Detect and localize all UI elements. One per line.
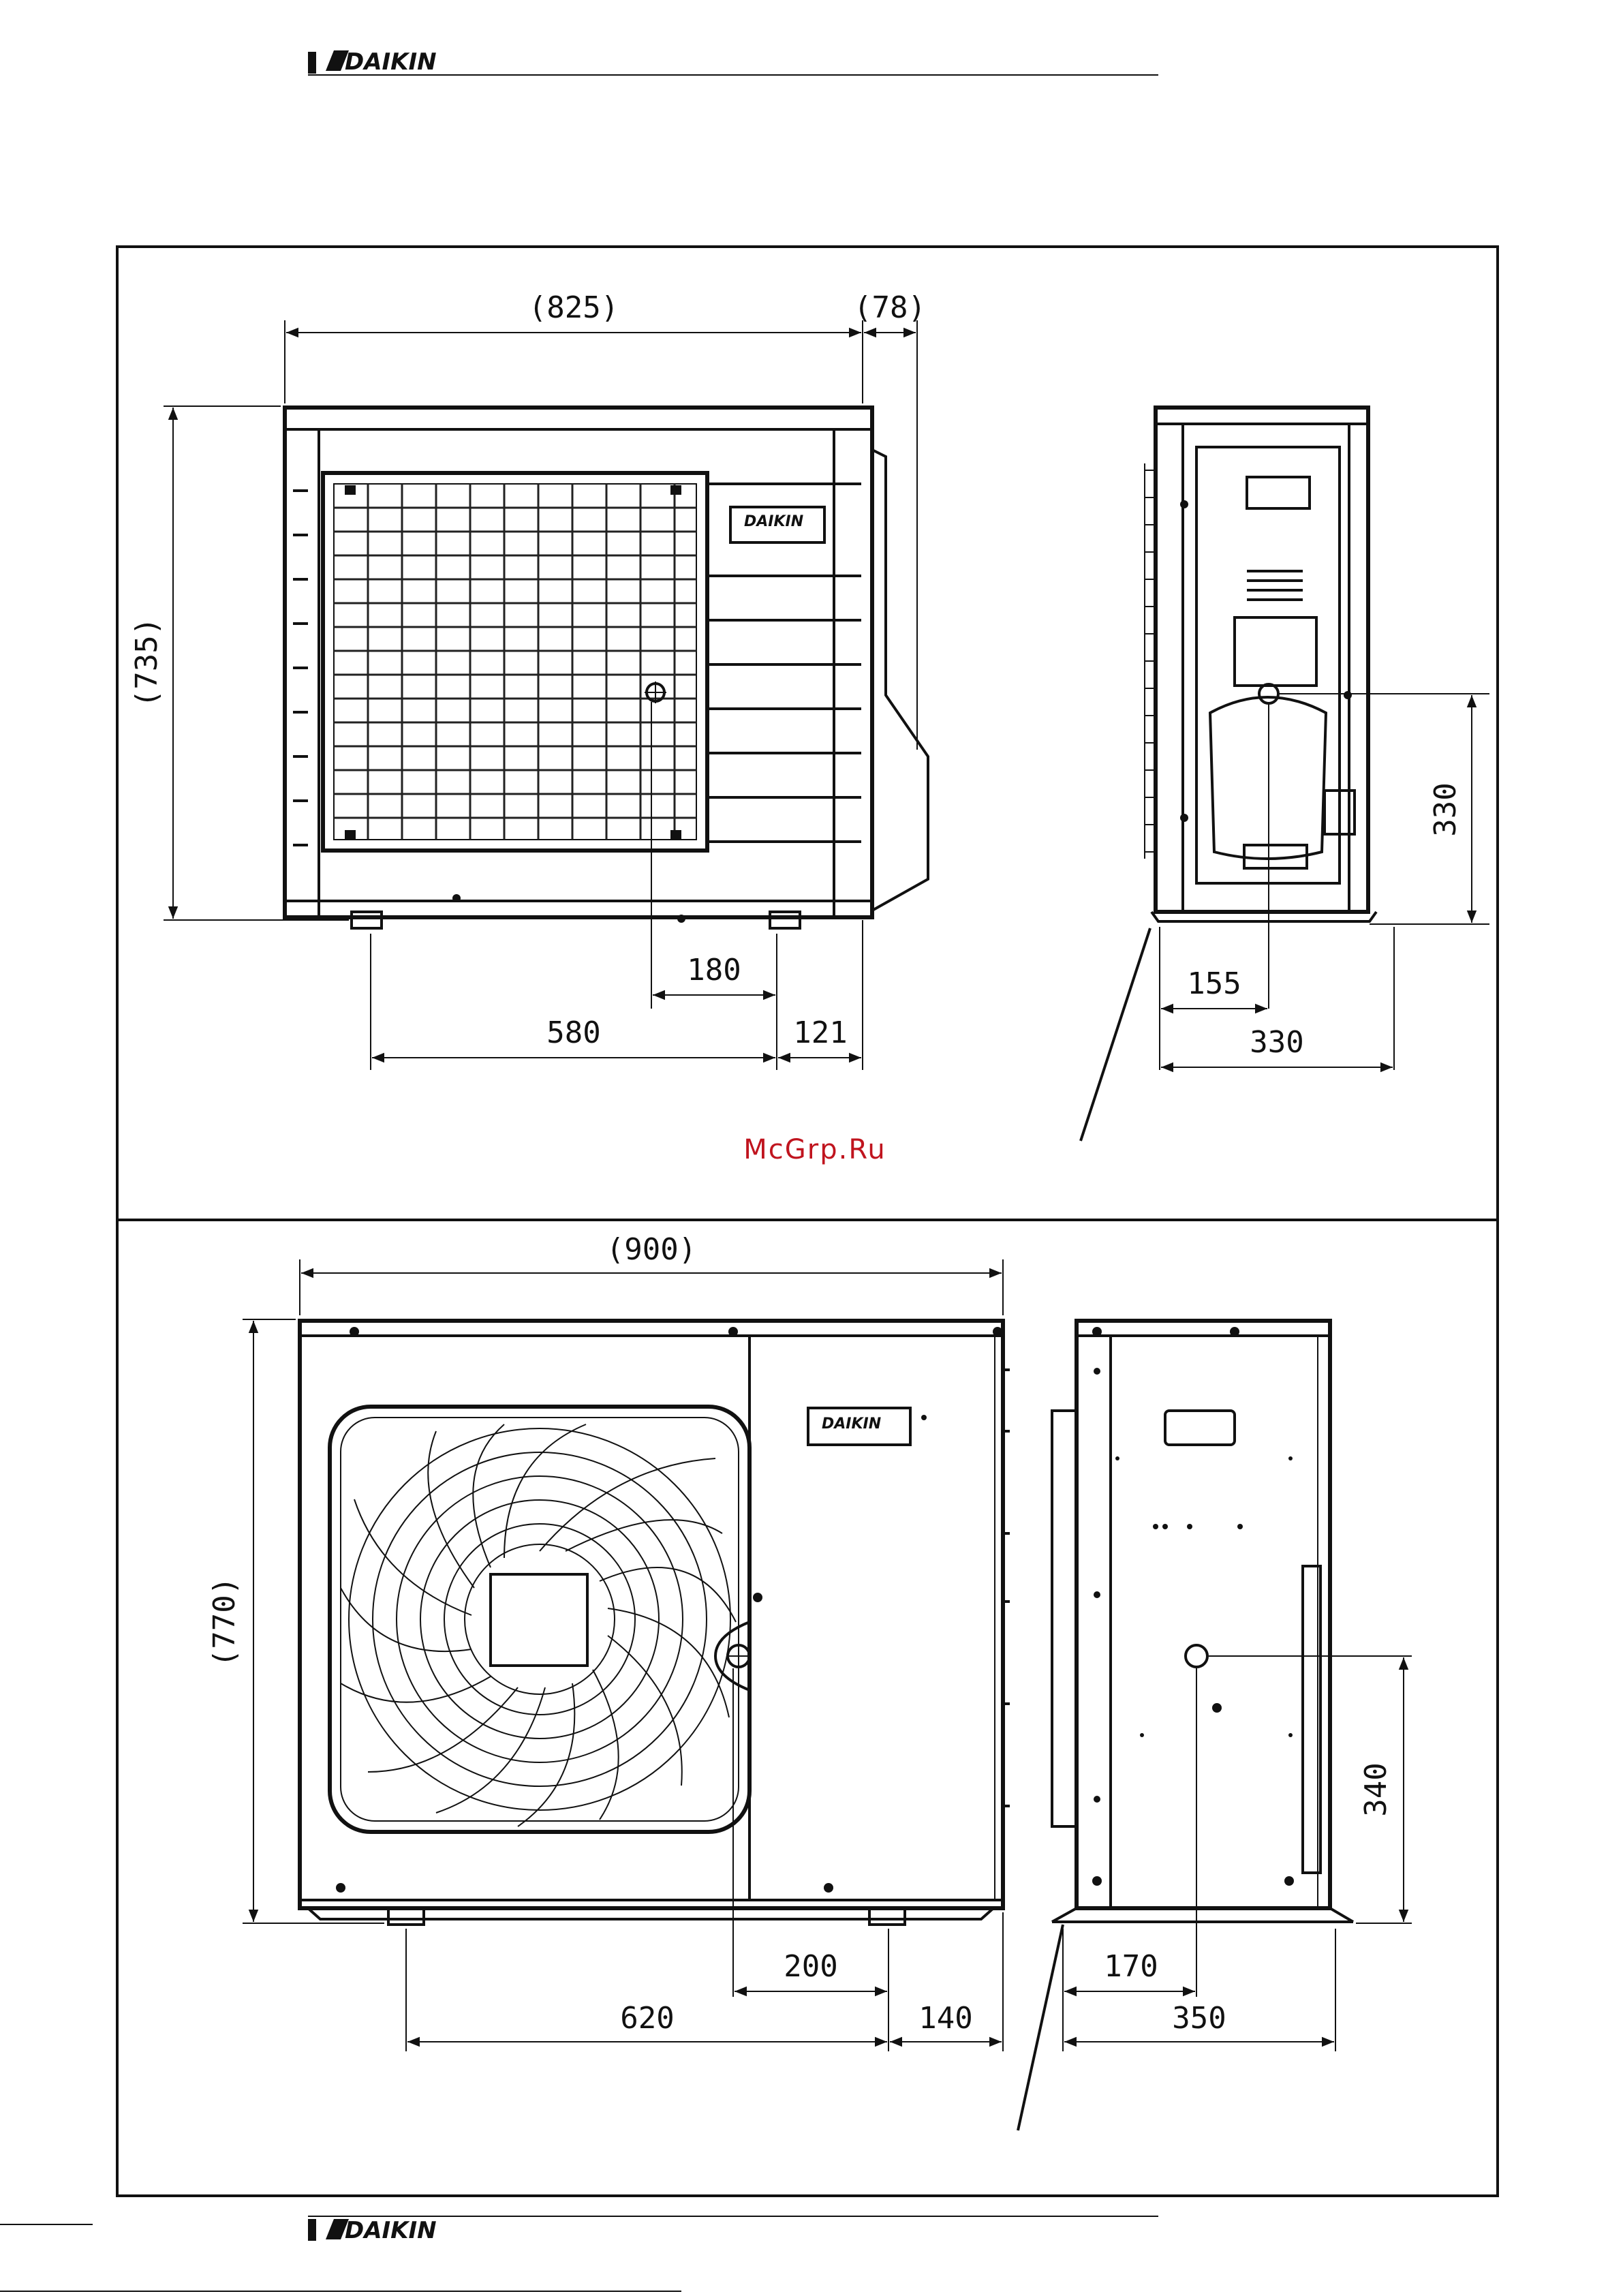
lower-side-body — [1077, 1321, 1330, 1908]
dim-lower-overall-width: (900) — [606, 1232, 697, 1267]
lower-fan-guard — [330, 1407, 749, 1832]
lower-fan-hub — [491, 1574, 587, 1666]
lower-left-foot — [388, 1908, 424, 1925]
dim-lower-pipe-to-foot: 200 — [784, 1949, 838, 1984]
footer-brand: DAIKIN — [345, 2217, 437, 2244]
upper-side-pipe-icon — [1259, 684, 1278, 703]
header-brand: DAIKIN — [345, 48, 437, 76]
lower-front-view — [207, 1232, 1010, 2051]
upper-right-foot — [770, 912, 800, 928]
lower-front-badge-text: DAIKIN — [822, 1415, 882, 1433]
dim-lower-foot-spacing: 620 — [620, 2001, 675, 2036]
upper-left-foot — [352, 912, 382, 928]
dim-lower-overall-height: (770) — [207, 1576, 242, 1668]
dim-lower-side-depth: 350 — [1172, 2001, 1226, 2036]
dim-upper-side-pipe-offset: 155 — [1187, 966, 1241, 1001]
upper-side-body — [1156, 408, 1368, 912]
footer-bar-mark — [308, 2219, 316, 2241]
upper-side-pointer — [1081, 928, 1150, 1141]
lower-side-pipe-icon — [1186, 1645, 1207, 1667]
dim-upper-foot-spacing: 580 — [546, 1015, 601, 1050]
upper-side-view — [1081, 408, 1489, 1141]
lower-side-coil — [1052, 1411, 1077, 1826]
lower-side-pointer — [1018, 1925, 1063, 2130]
dim-upper-overall-height: (735) — [129, 617, 164, 708]
dim-upper-side-projection: (78) — [854, 290, 926, 325]
dim-upper-side-depth: 330 — [1250, 1025, 1304, 1060]
dim-upper-overall-width: (825) — [528, 290, 619, 325]
lower-side-handle — [1165, 1411, 1235, 1445]
header-bar-mark — [308, 52, 316, 74]
upper-front-view — [129, 290, 928, 1070]
dim-upper-pipe-to-foot: 180 — [687, 953, 741, 988]
dim-upper-side-pipe-height: 330 — [1428, 782, 1463, 837]
dim-upper-foot-to-edge: 121 — [793, 1015, 848, 1050]
watermark: McGrp.Ru — [743, 1134, 886, 1165]
dim-lower-side-pipe-height: 340 — [1359, 1762, 1393, 1817]
upper-side-projection — [872, 450, 928, 910]
dim-lower-side-pipe-offset: 170 — [1104, 1949, 1158, 1984]
lower-side-view — [1018, 1321, 1412, 2130]
lower-right-foot — [869, 1908, 905, 1925]
page-header — [308, 48, 1158, 76]
upper-front-badge-text: DAIKIN — [744, 513, 804, 530]
page-footer — [0, 2216, 1158, 2291]
dim-lower-foot-to-edge: 140 — [918, 2001, 973, 2036]
